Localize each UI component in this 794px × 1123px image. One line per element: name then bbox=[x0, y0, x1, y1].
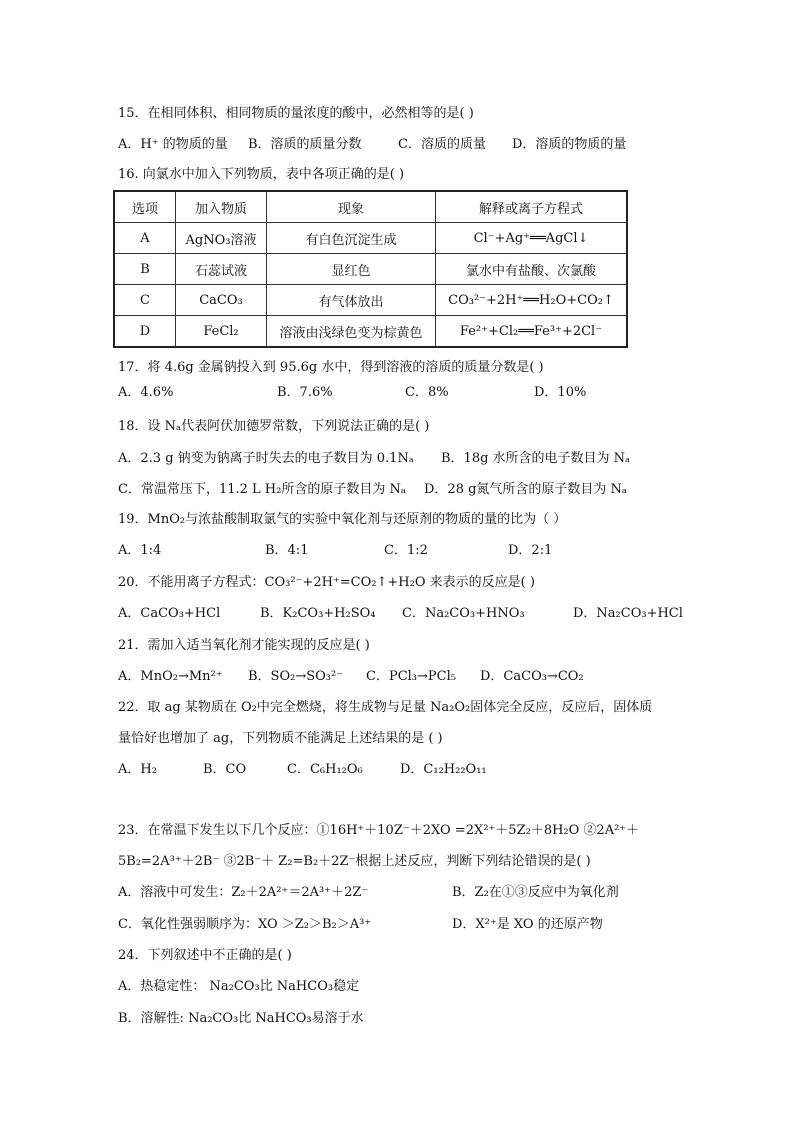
q19-option-c: C．1:2 bbox=[384, 543, 428, 558]
q17-option-a: A．4.6% bbox=[118, 385, 174, 400]
q19-option-b: B．4:1 bbox=[265, 543, 309, 558]
q22-option-b: B．CO bbox=[203, 762, 247, 777]
q20-option-c: C．Na₂CO₃+HNO₃ bbox=[402, 606, 525, 621]
q15-option-b: B．溶质的质量分数 bbox=[248, 137, 362, 152]
q15-option-a: A．H⁺ 的物质的量 bbox=[118, 137, 228, 152]
q23-stem-line2: 5B₂=2A³⁺＋2B⁻ ③2B⁻＋ Z₂=B₂＋2Z⁻根据上述反应，判断下列结论错误的是( ) bbox=[118, 854, 591, 869]
q18-option-d: D．28 g氮气所含的原子数目为 Nₐ bbox=[424, 482, 627, 497]
table-header: 解释或离子方程式 bbox=[436, 191, 628, 223]
q20-option-b: B．K₂CO₃+H₂SO₄ bbox=[260, 606, 376, 621]
q24-stem: 24．下列叙述中不正确的是( ) bbox=[118, 948, 292, 963]
table-cell: CaCO₃ bbox=[176, 285, 267, 316]
table-row bbox=[114, 316, 627, 348]
q18-option-b: B．18g 水所含的电子数目为 Nₐ bbox=[441, 451, 631, 466]
q22-option-c: C．C₆H₁₂O₆ bbox=[287, 762, 363, 777]
table-cell: 显红色 bbox=[267, 254, 436, 285]
q24-option-a: A．热稳定性： Na₂CO₃比 NaHCO₃稳定 bbox=[118, 979, 360, 994]
q23-stem-line1: 23．在常温下发生以下几个反应：①16H⁺＋10Z⁻＋2XO =2X²⁺＋5Z₂＋8H₂O ②2A²⁺＋ bbox=[118, 823, 640, 838]
q21-option-c: C．PCl₃→PCl₅ bbox=[366, 669, 456, 684]
table-row bbox=[114, 223, 627, 254]
table-row bbox=[114, 285, 627, 316]
q20-option-d: D．Na₂CO₃+HCl bbox=[573, 606, 683, 621]
q21-option-d: D．CaCO₃→CO₂ bbox=[480, 669, 584, 684]
q24-option-b: B．溶解性: Na₂CO₃比 NaHCO₃易溶于水 bbox=[118, 1011, 364, 1026]
table-cell: 溶液由浅绿色变为棕黄色 bbox=[267, 316, 436, 348]
q18-option-a: A．2.3 g 钠变为钠离子时失去的电子数目为 0.1Nₐ bbox=[118, 451, 414, 466]
q22-option-a: A．H₂ bbox=[118, 762, 157, 777]
q23-option-c: C．氧化性强弱顺序为：XO ＞Z₂＞B₂＞A³⁺ bbox=[118, 917, 372, 932]
table-cell: 有白色沉淀生成 bbox=[267, 223, 436, 254]
table-header-row bbox=[114, 191, 627, 223]
q22-stem-line1: 22．取 ag 某物质在 O₂中完全燃烧，将生成物与足量 Na₂O₂固体完全反应，反应后，固体质 bbox=[118, 700, 653, 715]
table-header: 现象 bbox=[267, 191, 436, 223]
table-cell: FeCl₂ bbox=[176, 316, 267, 348]
table-cell: 石蕊试液 bbox=[176, 254, 267, 285]
q17-option-b: B．7.6% bbox=[277, 385, 333, 400]
q20-option-a: A．CaCO₃+HCl bbox=[118, 606, 221, 621]
table-cell: 有气体放出 bbox=[267, 285, 436, 316]
table-cell: D bbox=[114, 316, 176, 348]
table-header: 选项 bbox=[114, 191, 176, 223]
q23-option-b: B．Z₂在①③反应中为氧化剂 bbox=[452, 885, 619, 900]
q21-option-a: A．MnO₂→Mn²⁺ bbox=[118, 669, 223, 684]
q16-stem: 16. 向氯水中加入下列物质，表中各项正确的是( ) bbox=[118, 167, 405, 182]
table-cell: Fe²⁺+Cl₂══Fe³⁺+2Cl⁻ bbox=[436, 316, 628, 348]
table-row bbox=[114, 254, 627, 285]
q16-table bbox=[113, 190, 628, 348]
q15-stem: 15．在相同体积、相同物质的量浓度的酸中，必然相等的是( ) bbox=[118, 106, 474, 121]
q19-stem: 19．MnO₂与浓盐酸制取氯气的实验中氧化剂与还原剂的物质的量的比为（ ） bbox=[118, 512, 567, 527]
table-cell: 氯水中有盐酸、次氯酸 bbox=[436, 254, 628, 285]
table-cell: C bbox=[114, 285, 176, 316]
table-header: 加入物质 bbox=[176, 191, 267, 223]
q19-option-d: D．2:1 bbox=[508, 543, 553, 558]
table-cell: Cl⁻+Ag⁺══AgCl↓ bbox=[436, 223, 628, 254]
q21-stem: 21．需加入适当氧化剂才能实现的反应是( ) bbox=[118, 638, 370, 653]
table-cell: A bbox=[114, 223, 176, 254]
q18-stem: 18．设 Nₐ代表阿伏加德罗常数，下列说法正确的是( ) bbox=[118, 419, 430, 434]
q18-option-c: C．常温常压下，11.2 L H₂所含的原子数目为 Nₐ bbox=[118, 482, 406, 497]
q17-option-d: D．10% bbox=[534, 385, 587, 400]
q17-option-c: C．8% bbox=[405, 385, 449, 400]
q22-stem-line2: 量恰好也增加了 ag，下列物质不能满足上述结果的是 ( ) bbox=[118, 731, 443, 746]
q20-stem: 20．不能用离子方程式：CO₃²⁻+2H⁺=CO₂↑+H₂O 来表示的反应是( ) bbox=[118, 575, 535, 590]
table-cell: AgNO₃溶液 bbox=[176, 223, 267, 254]
q21-option-b: B．SO₂→SO₃²⁻ bbox=[248, 669, 344, 684]
table-cell: CO₃²⁻+2H⁺══H₂O+CO₂↑ bbox=[436, 285, 628, 316]
q19-option-a: A．1:4 bbox=[118, 543, 162, 558]
q23-option-d: D．X²⁺是 XO 的还原产物 bbox=[452, 917, 603, 932]
q17-stem: 17．将 4.6g 金属钠投入到 95.6g 水中，得到溶液的溶质的质量分数是( ) bbox=[118, 360, 544, 375]
q15-option-c: C．溶质的质量 bbox=[398, 137, 486, 152]
q23-option-a: A．溶液中可发生：Z₂＋2A²⁺＝2A³⁺＋2Z⁻ bbox=[118, 885, 369, 900]
q22-option-d: D．C₁₂H₂₂O₁₁ bbox=[400, 762, 487, 777]
table-cell: B bbox=[114, 254, 176, 285]
q15-option-d: D．溶质的物质的量 bbox=[512, 137, 627, 152]
